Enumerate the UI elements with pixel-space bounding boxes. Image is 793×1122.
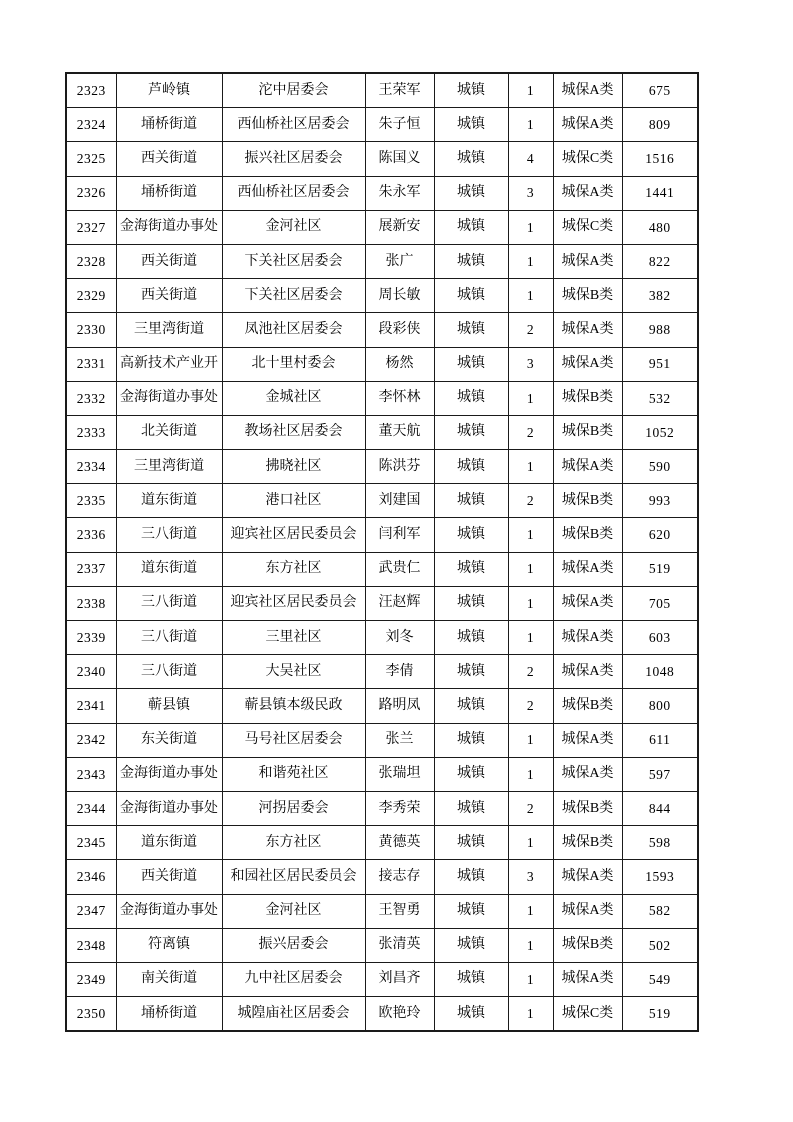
table-cell: 下关社区居委会 xyxy=(222,244,365,278)
table-cell: 接志存 xyxy=(365,860,434,894)
table-cell: 港口社区 xyxy=(222,484,365,518)
table-cell: 段彩侠 xyxy=(365,313,434,347)
table-cell: 金城社区 xyxy=(222,381,365,415)
table-row xyxy=(66,826,698,860)
table-cell: 迎宾社区居民委员会 xyxy=(222,586,365,620)
table-cell: 杨然 xyxy=(365,347,434,381)
table-cell: 611 xyxy=(622,723,698,757)
table-cell: 王智勇 xyxy=(365,894,434,928)
table-cell: 2 xyxy=(508,791,553,825)
table-cell: 东方社区 xyxy=(222,826,365,860)
table-cell: 705 xyxy=(622,586,698,620)
table-cell: 刘昌齐 xyxy=(365,962,434,996)
table-cell: 1 xyxy=(508,552,553,586)
table-cell: 城镇 xyxy=(434,655,508,689)
table-cell: 城镇 xyxy=(434,552,508,586)
table-cell: 480 xyxy=(622,210,698,244)
table-row xyxy=(66,484,698,518)
table-cell: 西关街道 xyxy=(116,279,222,313)
table-cell: 城隍庙社区居委会 xyxy=(222,997,365,1032)
table-cell: 502 xyxy=(622,928,698,962)
table-cell: 北关街道 xyxy=(116,415,222,449)
table-cell: 展新安 xyxy=(365,210,434,244)
table-cell: 822 xyxy=(622,244,698,278)
table-cell: 598 xyxy=(622,826,698,860)
table-cell: 城保A类 xyxy=(553,757,622,791)
table-row xyxy=(66,689,698,723)
table-cell: 城镇 xyxy=(434,791,508,825)
table-cell: 西关街道 xyxy=(116,860,222,894)
table-cell: 城镇 xyxy=(434,210,508,244)
table-cell: 黄德英 xyxy=(365,826,434,860)
table-cell: 2 xyxy=(508,484,553,518)
table-cell: 2335 xyxy=(66,484,116,518)
table-cell: 2 xyxy=(508,655,553,689)
table-cell: 1 xyxy=(508,962,553,996)
table-cell: 蕲县镇 xyxy=(116,689,222,723)
table-row xyxy=(66,210,698,244)
table-cell: 597 xyxy=(622,757,698,791)
table-cell: 城镇 xyxy=(434,450,508,484)
table-cell: 1 xyxy=(508,210,553,244)
table-cell: 2341 xyxy=(66,689,116,723)
table-cell: 1516 xyxy=(622,142,698,176)
table-cell: 1 xyxy=(508,997,553,1032)
table-cell: 1 xyxy=(508,586,553,620)
table-cell: 城镇 xyxy=(434,689,508,723)
table-cell: 2337 xyxy=(66,552,116,586)
table-cell: 西仙桥社区居委会 xyxy=(222,176,365,210)
table-cell: 2333 xyxy=(66,415,116,449)
table-row xyxy=(66,894,698,928)
table-cell: 城镇 xyxy=(434,244,508,278)
table-row xyxy=(66,723,698,757)
table-cell: 城保B类 xyxy=(553,279,622,313)
table-cell: 欧艳玲 xyxy=(365,997,434,1032)
table-cell: 城镇 xyxy=(434,860,508,894)
table-cell: 三八街道 xyxy=(116,655,222,689)
table-row xyxy=(66,757,698,791)
table-cell: 3 xyxy=(508,347,553,381)
table-cell: 李倩 xyxy=(365,655,434,689)
table-cell: 1593 xyxy=(622,860,698,894)
table-cell: 620 xyxy=(622,518,698,552)
table-cell: 张兰 xyxy=(365,723,434,757)
table-cell: 迎宾社区居民委员会 xyxy=(222,518,365,552)
table-cell: 北十里村委会 xyxy=(222,347,365,381)
table-cell: 2336 xyxy=(66,518,116,552)
table-cell: 2338 xyxy=(66,586,116,620)
table-cell: 城镇 xyxy=(434,313,508,347)
table-cell: 3 xyxy=(508,860,553,894)
table-cell: 590 xyxy=(622,450,698,484)
welfare-record-table xyxy=(65,72,699,1032)
table-cell: 4 xyxy=(508,142,553,176)
table-cell: 马号社区居委会 xyxy=(222,723,365,757)
table-cell: 1 xyxy=(508,894,553,928)
table-cell: 金海街道办事处 xyxy=(116,757,222,791)
table-cell: 埇桥街道 xyxy=(116,176,222,210)
table-cell: 城镇 xyxy=(434,279,508,313)
table-cell: 东关街道 xyxy=(116,723,222,757)
table-cell: 蕲县镇本级民政 xyxy=(222,689,365,723)
table-cell: 金海街道办事处 xyxy=(116,381,222,415)
table-cell: 刘建国 xyxy=(365,484,434,518)
table-cell: 三八街道 xyxy=(116,621,222,655)
table-cell: 振兴社区居委会 xyxy=(222,142,365,176)
table-cell: 城保C类 xyxy=(553,210,622,244)
table-row xyxy=(66,176,698,210)
table-cell: 城镇 xyxy=(434,826,508,860)
table-row xyxy=(66,415,698,449)
table-cell: 城保A类 xyxy=(553,723,622,757)
table-cell: 陈国义 xyxy=(365,142,434,176)
table-cell: 南关街道 xyxy=(116,962,222,996)
table-row xyxy=(66,860,698,894)
table-cell: 1052 xyxy=(622,415,698,449)
table-cell: 城镇 xyxy=(434,894,508,928)
table-cell: 城保B类 xyxy=(553,415,622,449)
table-cell: 809 xyxy=(622,108,698,142)
table-cell: 1 xyxy=(508,73,553,108)
table-cell: 三八街道 xyxy=(116,586,222,620)
table-row xyxy=(66,381,698,415)
table-cell: 993 xyxy=(622,484,698,518)
table-cell: 城镇 xyxy=(434,621,508,655)
table-row xyxy=(66,73,698,108)
table-row xyxy=(66,142,698,176)
table-cell: 519 xyxy=(622,997,698,1032)
table-cell: 张瑞坦 xyxy=(365,757,434,791)
table-cell: 城保C类 xyxy=(553,142,622,176)
table-cell: 城镇 xyxy=(434,484,508,518)
table-cell: 1 xyxy=(508,723,553,757)
table-cell: 2326 xyxy=(66,176,116,210)
table-cell: 951 xyxy=(622,347,698,381)
table-cell: 2334 xyxy=(66,450,116,484)
table-cell: 2331 xyxy=(66,347,116,381)
table-cell: 拂晓社区 xyxy=(222,450,365,484)
table-cell: 金海街道办事处 xyxy=(116,210,222,244)
table-cell: 城保A类 xyxy=(553,860,622,894)
table-cell: 1441 xyxy=(622,176,698,210)
table-cell: 城保B类 xyxy=(553,791,622,825)
table-cell: 1 xyxy=(508,928,553,962)
table-cell: 武贵仁 xyxy=(365,552,434,586)
table-cell: 3 xyxy=(508,176,553,210)
table-cell: 道东街道 xyxy=(116,552,222,586)
table-cell: 2344 xyxy=(66,791,116,825)
table-cell: 2349 xyxy=(66,962,116,996)
table-cell: 李秀荣 xyxy=(365,791,434,825)
table-cell: 下关社区居委会 xyxy=(222,279,365,313)
table-cell: 金河社区 xyxy=(222,210,365,244)
table-cell: 988 xyxy=(622,313,698,347)
table-row xyxy=(66,347,698,381)
table-cell: 城镇 xyxy=(434,997,508,1032)
table-cell: 1 xyxy=(508,244,553,278)
table-body xyxy=(66,73,698,1031)
table-row xyxy=(66,313,698,347)
table-cell: 三里湾街道 xyxy=(116,450,222,484)
table-cell: 城保B类 xyxy=(553,928,622,962)
table-cell: 603 xyxy=(622,621,698,655)
table-cell: 2325 xyxy=(66,142,116,176)
table-cell: 城保A类 xyxy=(553,552,622,586)
table-cell: 道东街道 xyxy=(116,826,222,860)
table-cell: 城镇 xyxy=(434,176,508,210)
table-cell: 城镇 xyxy=(434,586,508,620)
table-cell: 城保B类 xyxy=(553,689,622,723)
table-cell: 2 xyxy=(508,689,553,723)
table-cell: 金海街道办事处 xyxy=(116,894,222,928)
table-cell: 城保B类 xyxy=(553,484,622,518)
table-cell: 九中社区居委会 xyxy=(222,962,365,996)
table-cell: 振兴居委会 xyxy=(222,928,365,962)
table-cell: 大吴社区 xyxy=(222,655,365,689)
table-cell: 城保B类 xyxy=(553,518,622,552)
table-cell: 路明凤 xyxy=(365,689,434,723)
table-cell: 汪赵辉 xyxy=(365,586,434,620)
table-cell: 城镇 xyxy=(434,142,508,176)
table-cell: 549 xyxy=(622,962,698,996)
table-cell: 西仙桥社区居委会 xyxy=(222,108,365,142)
table-cell: 埇桥街道 xyxy=(116,108,222,142)
table-cell: 1 xyxy=(508,108,553,142)
table-row xyxy=(66,962,698,996)
table-cell: 2345 xyxy=(66,826,116,860)
table-cell: 凤池社区居委会 xyxy=(222,313,365,347)
table-cell: 朱永军 xyxy=(365,176,434,210)
table-cell: 2343 xyxy=(66,757,116,791)
table-cell: 西关街道 xyxy=(116,142,222,176)
table-cell: 朱子恒 xyxy=(365,108,434,142)
table-cell: 董天航 xyxy=(365,415,434,449)
table-cell: 2324 xyxy=(66,108,116,142)
table-cell: 城镇 xyxy=(434,415,508,449)
table-cell: 三八街道 xyxy=(116,518,222,552)
table-cell: 金河社区 xyxy=(222,894,365,928)
table-cell: 城保A类 xyxy=(553,108,622,142)
table-cell: 和园社区居民委员会 xyxy=(222,860,365,894)
table-cell: 城保A类 xyxy=(553,586,622,620)
table-cell: 城保A类 xyxy=(553,655,622,689)
table-cell: 2342 xyxy=(66,723,116,757)
table-cell: 城保A类 xyxy=(553,621,622,655)
table-cell: 1 xyxy=(508,621,553,655)
table-cell: 城镇 xyxy=(434,928,508,962)
table-row xyxy=(66,279,698,313)
table-cell: 城保A类 xyxy=(553,176,622,210)
table-cell: 2 xyxy=(508,313,553,347)
table-cell: 城保C类 xyxy=(553,997,622,1032)
table-cell: 2340 xyxy=(66,655,116,689)
table-cell: 埇桥街道 xyxy=(116,997,222,1032)
table-cell: 1 xyxy=(508,826,553,860)
table-cell: 三里社区 xyxy=(222,621,365,655)
table-cell: 城镇 xyxy=(434,518,508,552)
table-cell: 城保A类 xyxy=(553,244,622,278)
table-row xyxy=(66,552,698,586)
table-cell: 城镇 xyxy=(434,108,508,142)
table-cell: 2329 xyxy=(66,279,116,313)
table-cell: 582 xyxy=(622,894,698,928)
table-row xyxy=(66,791,698,825)
table-cell: 三里湾街道 xyxy=(116,313,222,347)
table-row xyxy=(66,108,698,142)
table-cell: 城保A类 xyxy=(553,347,622,381)
table-row xyxy=(66,655,698,689)
table-cell: 2347 xyxy=(66,894,116,928)
table-cell: 2346 xyxy=(66,860,116,894)
table-cell: 城保B类 xyxy=(553,381,622,415)
table-cell: 城镇 xyxy=(434,962,508,996)
table-cell: 844 xyxy=(622,791,698,825)
table-cell: 芦岭镇 xyxy=(116,73,222,108)
table-cell: 高新技术产业开 xyxy=(116,347,222,381)
table-cell: 城镇 xyxy=(434,757,508,791)
table-cell: 东方社区 xyxy=(222,552,365,586)
table-cell: 2350 xyxy=(66,997,116,1032)
table-cell: 城保A类 xyxy=(553,313,622,347)
table-cell: 城镇 xyxy=(434,723,508,757)
table-cell: 符离镇 xyxy=(116,928,222,962)
table-cell: 1 xyxy=(508,518,553,552)
table-cell: 1 xyxy=(508,757,553,791)
table-cell: 2323 xyxy=(66,73,116,108)
table-cell: 城镇 xyxy=(434,381,508,415)
table-cell: 陈洪芬 xyxy=(365,450,434,484)
table-row xyxy=(66,997,698,1032)
table-cell: 800 xyxy=(622,689,698,723)
table-cell: 城保A类 xyxy=(553,962,622,996)
table-row xyxy=(66,586,698,620)
table-row xyxy=(66,928,698,962)
table-cell: 河拐居委会 xyxy=(222,791,365,825)
table-cell: 519 xyxy=(622,552,698,586)
table-row xyxy=(66,621,698,655)
table-cell: 王荣军 xyxy=(365,73,434,108)
table-cell: 2330 xyxy=(66,313,116,347)
table-cell: 城保A类 xyxy=(553,894,622,928)
table-cell: 2328 xyxy=(66,244,116,278)
table-cell: 西关街道 xyxy=(116,244,222,278)
table-cell: 1 xyxy=(508,279,553,313)
table-cell: 张广 xyxy=(365,244,434,278)
table-row xyxy=(66,244,698,278)
table-row xyxy=(66,518,698,552)
table-cell: 教场社区居委会 xyxy=(222,415,365,449)
table-row xyxy=(66,450,698,484)
table-cell: 城镇 xyxy=(434,347,508,381)
table-cell: 1048 xyxy=(622,655,698,689)
table-cell: 532 xyxy=(622,381,698,415)
table-cell: 刘冬 xyxy=(365,621,434,655)
table-cell: 闫利军 xyxy=(365,518,434,552)
table-cell: 城保A类 xyxy=(553,73,622,108)
table-cell: 道东街道 xyxy=(116,484,222,518)
table-cell: 2327 xyxy=(66,210,116,244)
table-cell: 李怀林 xyxy=(365,381,434,415)
table-cell: 2339 xyxy=(66,621,116,655)
table-cell: 城保A类 xyxy=(553,450,622,484)
table-cell: 城保B类 xyxy=(553,826,622,860)
table-cell: 城镇 xyxy=(434,73,508,108)
table-cell: 2 xyxy=(508,415,553,449)
table-cell: 张清英 xyxy=(365,928,434,962)
table-cell: 2332 xyxy=(66,381,116,415)
table-cell: 382 xyxy=(622,279,698,313)
table-cell: 1 xyxy=(508,450,553,484)
table-cell: 周长敏 xyxy=(365,279,434,313)
table-cell: 沱中居委会 xyxy=(222,73,365,108)
table-cell: 2348 xyxy=(66,928,116,962)
table-cell: 和谐苑社区 xyxy=(222,757,365,791)
table-cell: 金海街道办事处 xyxy=(116,791,222,825)
table-cell: 675 xyxy=(622,73,698,108)
table-cell: 1 xyxy=(508,381,553,415)
